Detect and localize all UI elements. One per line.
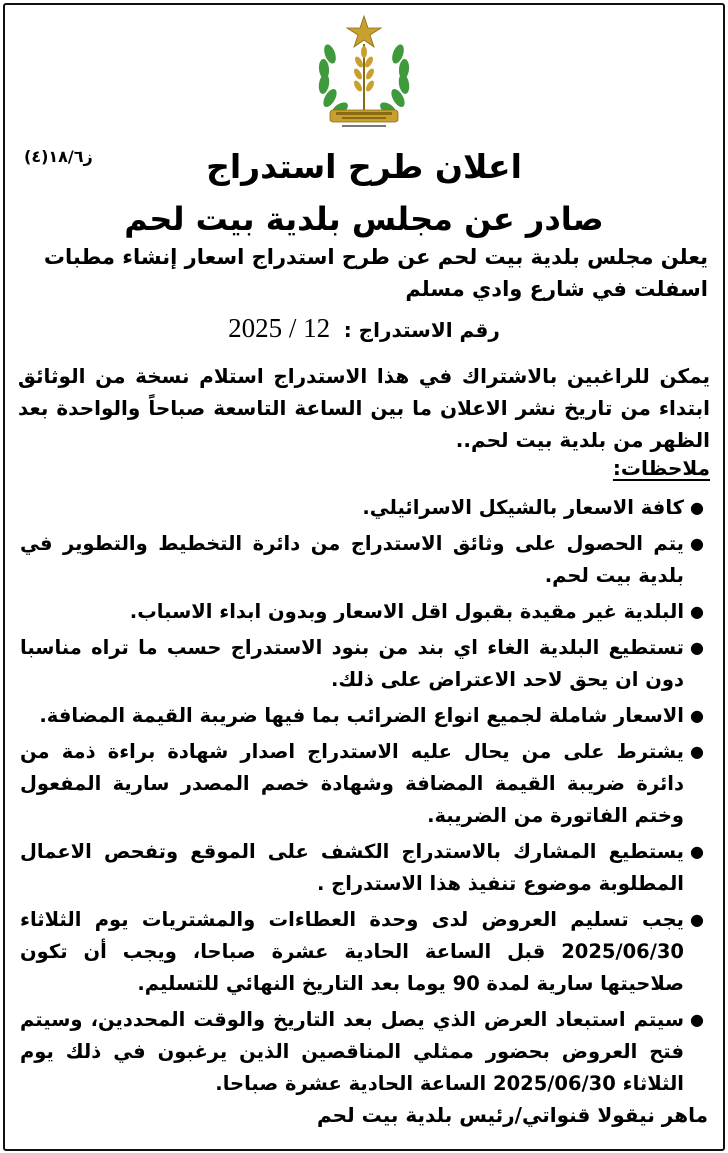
tender-number-value: 2025 / 12	[228, 313, 331, 343]
bullet-icon: ●	[690, 602, 704, 621]
list-item	[20, 632, 710, 696]
bullet-icon: ●	[690, 498, 704, 517]
ad-subtitle: صادر عن مجلس بلدية بيت لحم	[124, 200, 604, 238]
list-item	[20, 528, 710, 592]
notes-title: ملاحظات:	[612, 456, 710, 480]
note-text: تستطيع البلدية الغاء اي بند من بنود الاستدراج حسب ما تراه مناسبا دون ان يحق لاحد الاعتراض على ذلك.	[20, 636, 684, 691]
intro-text: يعلن مجلس بلدية بيت لحم عن طرح استدراج اسعار إنشاء مطبات اسفلت في شارع وادي مسلم	[43, 245, 708, 301]
bullet-icon: ●	[690, 534, 704, 553]
bullet-icon: ●	[690, 706, 704, 725]
signature: ماهر نيقولا قنواتي/رئيس بلدية بيت لحم	[317, 1103, 708, 1127]
note-text: سيتم استبعاد العرض الذي يصل بعد التاريخ والوقت المحددين، وسيتم فتح العروض بحضور ممثلي المناقصين الذين يرغبون في ذلك يوم الثلاثاء 2025/06/30 الساعة الحادية عشرة صباحا.	[20, 1008, 684, 1095]
bullet-icon: ●	[690, 742, 704, 761]
note-text: يتم الحصول على وثائق الاستدراج من دائرة التخطيط والتطوير في بلدية بيت لحم.	[20, 532, 684, 587]
note-text: يشترط على من يحال عليه الاستدراج اصدار شهادة براءة ذمة من دائرة ضريبة القيمة المضافة وشهادة خصم المصدر سارية المفعول وختم الفاتورة من الضريبة.	[20, 740, 684, 827]
notes-list	[20, 492, 710, 1104]
note-text: يجب تسليم العروض لدى وحدة العطاءات والمشتريات يوم الثلاثاء 2025/06/30 قبل الساعة الحادية عشرة صباحا، ويجب أن تكون صلاحيتها سارية لمدة 90 يوما بعد التاريخ النهائي للتسليم.	[20, 908, 684, 995]
note-text: البلدية غير مقيدة بقبول اقل الاسعار وبدون ابداء الاسباب.	[129, 600, 684, 623]
documents-paragraph: يمكن للراغبين بالاشتراك في هذا الاستدراج استلام نسخة من الوثائق ابتداء من تاريخ نشر الاعلان ما بين الساعة التاسعة صباحاً والواحدة بعد الظهر من بلدية بيت لحم..	[18, 364, 710, 452]
ad-title: اعلان طرح استدراج	[206, 147, 522, 186]
list-item	[20, 904, 710, 1000]
bullet-icon: ●	[690, 910, 704, 929]
reference-number: ز١٨/٦(٤)	[24, 147, 93, 166]
note-text: يستطيع المشارك بالاستدراج الكشف على الموقع وتفحص الاعمال المطلوبة موضوع تنفيذ هذا الاستدراج .	[20, 840, 684, 895]
note-text: كافة الاسعار بالشيكل الاسرائيلي.	[362, 496, 684, 519]
list-item	[20, 492, 710, 524]
note-text: الاسعار شاملة لجميع انواع الضرائب بما فيها ضريبة القيمة المضافة.	[39, 704, 684, 727]
municipality-emblem-icon	[312, 14, 416, 132]
list-item	[20, 596, 710, 628]
list-item	[20, 1004, 710, 1100]
bullet-icon: ●	[690, 638, 704, 657]
bullet-icon: ●	[690, 842, 704, 861]
bullet-icon: ●	[690, 1010, 704, 1029]
list-item	[20, 736, 710, 832]
list-item	[20, 700, 710, 732]
list-item	[20, 836, 710, 900]
tender-number	[0, 313, 728, 344]
tender-number-label: رقم الاستدراج :	[343, 318, 500, 342]
